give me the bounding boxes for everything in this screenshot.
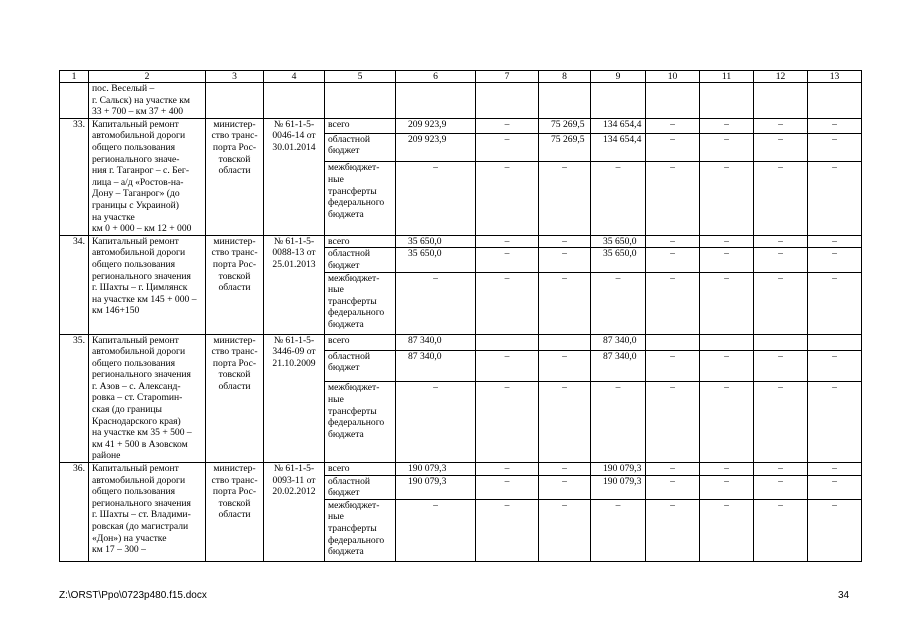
table-row: [60, 334, 862, 350]
amount-cell: –: [646, 235, 700, 248]
amount-cell: –: [754, 382, 808, 463]
amount-cell: –: [476, 350, 539, 381]
column-number-cell: 9: [591, 71, 646, 83]
empty-cell: [700, 83, 754, 119]
funding-source-cell: всего: [325, 118, 396, 133]
amount-cell: –: [754, 235, 808, 248]
amount-cell: –: [539, 475, 591, 499]
amount-cell: –: [476, 499, 539, 561]
column-number-cell: 13: [808, 71, 862, 83]
amount-cell: –: [396, 272, 476, 334]
amount-cell: 134 654,4: [591, 118, 646, 133]
amount-cell: 190 079,3: [591, 463, 646, 476]
amount-cell: –: [539, 248, 591, 272]
amount-cell: [539, 334, 591, 350]
row-number-cell: 35.: [60, 334, 89, 463]
amount-cell: –: [700, 499, 754, 561]
amount-cell: –: [539, 235, 591, 248]
amount-cell: –: [476, 133, 539, 162]
amount-cell: –: [808, 350, 862, 381]
amount-cell: 87 340,0: [396, 334, 476, 350]
amount-cell: –: [591, 499, 646, 561]
empty-cell: [539, 83, 591, 119]
empty-cell: [808, 83, 862, 119]
amount-cell: –: [808, 118, 862, 133]
amount-cell: –: [396, 162, 476, 235]
funding-source-cell: областной бюджет: [325, 133, 396, 162]
column-number-cell: 7: [476, 71, 539, 83]
amount-cell: –: [476, 475, 539, 499]
column-number-row: [60, 71, 862, 83]
amount-cell: –: [808, 382, 862, 463]
empty-cell: [476, 83, 539, 119]
customer-cell: министер- ство транс- порта Рос- товской области: [206, 235, 264, 334]
table-body: [60, 71, 862, 562]
funding-source-cell: межбюджет- ные трансферты федерального бюджета: [325, 382, 396, 463]
funding-source-cell: межбюджет- ные трансферты федерального бюджета: [325, 162, 396, 235]
column-number-cell: 4: [264, 71, 325, 83]
budget-table: [59, 70, 862, 562]
object-name-cell: пос. Веселый – г. Сальск) на участке км 33 + 700 – км 37 + 400: [89, 83, 206, 119]
amount-cell: –: [700, 475, 754, 499]
document-cell: № 61-1-5- 0093-11 от 20.02.2012: [264, 463, 325, 562]
amount-cell: –: [700, 133, 754, 162]
amount-cell: 87 340,0: [591, 334, 646, 350]
column-number-cell: 8: [539, 71, 591, 83]
amount-cell: 190 079,3: [591, 475, 646, 499]
amount-cell: –: [539, 382, 591, 463]
amount-cell: –: [646, 248, 700, 272]
amount-cell: –: [700, 350, 754, 381]
amount-cell: –: [476, 162, 539, 235]
amount-cell: –: [808, 162, 862, 235]
empty-cell: [754, 83, 808, 119]
amount-cell: –: [539, 272, 591, 334]
amount-cell: –: [754, 463, 808, 476]
amount-cell: 35 650,0: [591, 248, 646, 272]
amount-cell: –: [396, 499, 476, 561]
document-cell: № 61-1-5- 0046-14 от 30.01.2014: [264, 118, 325, 235]
funding-source-cell: всего: [325, 463, 396, 476]
amount-cell: 35 650,0: [396, 235, 476, 248]
amount-cell: [476, 334, 539, 350]
amount-cell: –: [646, 350, 700, 381]
amount-cell: –: [646, 272, 700, 334]
amount-cell: –: [476, 272, 539, 334]
document-cell: № 61-1-5- 0088-13 от 25.01.2013: [264, 235, 325, 334]
funding-source-cell: областной бюджет: [325, 248, 396, 272]
amount-cell: –: [539, 162, 591, 235]
amount-cell: –: [476, 118, 539, 133]
column-number-cell: 2: [89, 71, 206, 83]
amount-cell: –: [476, 235, 539, 248]
object-name-cell: Капитальный ремонт автомобильной дороги общего пользования регионального значе- ния г. Таганрог – с. Бег- лица – а/д «Ростов-на- Дону – Таганрог» (до границы с Украиной) на участке км 0 + 000 – км 12 + 000: [89, 118, 206, 235]
customer-cell: министер- ство транс- порта Рос- товской области: [206, 118, 264, 235]
column-number-cell: 5: [325, 71, 396, 83]
amount-cell: –: [591, 272, 646, 334]
column-number-cell: 1: [60, 71, 89, 83]
amount-cell: 190 079,3: [396, 463, 476, 476]
amount-cell: 87 340,0: [396, 350, 476, 381]
empty-cell: [264, 83, 325, 119]
amount-cell: –: [539, 463, 591, 476]
amount-cell: –: [754, 499, 808, 561]
amount-cell: 190 079,3: [396, 475, 476, 499]
customer-cell: министер- ство транс- порта Рос- товской области: [206, 463, 264, 562]
column-number-cell: 12: [754, 71, 808, 83]
object-name-cell: Капитальный ремонт автомобильной дороги общего пользования регионального значения г. Шахты – г. Цимлянск на участке км 145 + 000 – км 146+150: [89, 235, 206, 334]
amount-cell: –: [808, 235, 862, 248]
document-path: Z:\ORST\Ppo\0723p480.f15.docx: [59, 590, 207, 601]
document-cell: № 61-1-5- 3446-09 от 21.10.2009: [264, 334, 325, 463]
amount-cell: 75 269,5: [539, 133, 591, 162]
amount-cell: –: [700, 463, 754, 476]
amount-cell: –: [646, 499, 700, 561]
amount-cell: –: [754, 118, 808, 133]
amount-cell: –: [754, 272, 808, 334]
empty-cell: [591, 83, 646, 119]
amount-cell: –: [591, 382, 646, 463]
amount-cell: –: [476, 463, 539, 476]
amount-cell: –: [646, 463, 700, 476]
row-number-cell: 33.: [60, 118, 89, 235]
table-row: [60, 118, 862, 133]
amount-cell: –: [754, 350, 808, 381]
amount-cell: –: [539, 499, 591, 561]
empty-cell: [646, 83, 700, 119]
amount-cell: [700, 334, 754, 350]
amount-cell: [808, 334, 862, 350]
amount-cell: –: [700, 118, 754, 133]
amount-cell: 75 269,5: [539, 118, 591, 133]
amount-cell: –: [396, 382, 476, 463]
amount-cell: –: [700, 272, 754, 334]
amount-cell: [754, 334, 808, 350]
amount-cell: –: [808, 133, 862, 162]
amount-cell: –: [646, 475, 700, 499]
amount-cell: 35 650,0: [396, 248, 476, 272]
object-name-cell: Капитальный ремонт автомобильной дороги общего пользования регионального значения г. Азов – с. Александ- ровка – ст. Староmин- ская (до границы Краснодарского края) на участке км 35 + 500 – км 41 + 500 в Азовском районе: [89, 334, 206, 463]
empty-cell: [60, 83, 89, 119]
column-number-cell: 11: [700, 71, 754, 83]
amount-cell: –: [646, 133, 700, 162]
amount-cell: –: [700, 162, 754, 235]
row-number-cell: 34.: [60, 235, 89, 334]
amount-cell: –: [539, 350, 591, 381]
empty-cell: [206, 83, 264, 119]
table-row: [60, 235, 862, 248]
funding-source-cell: всего: [325, 334, 396, 350]
customer-cell: министер- ство транс- порта Рос- товской области: [206, 334, 264, 463]
amount-cell: 35 650,0: [591, 235, 646, 248]
amount-cell: –: [646, 162, 700, 235]
amount-cell: –: [700, 382, 754, 463]
row-number-cell: 36.: [60, 463, 89, 562]
amount-cell: –: [754, 162, 808, 235]
funding-source-cell: межбюджет- ные трансферты федерального бюджета: [325, 272, 396, 334]
column-number-cell: 3: [206, 71, 264, 83]
funding-source-cell: всего: [325, 235, 396, 248]
funding-source-cell: областной бюджет: [325, 475, 396, 499]
object-name-cell: Капитальный ремонт автомобильной дороги общего пользования регионального значения г. Шахты – ст. Владими- ровская (до магистрали «Дон») на участке км 17 – 300 –: [89, 463, 206, 562]
table-row: [60, 463, 862, 476]
amount-cell: [646, 334, 700, 350]
amount-cell: –: [808, 499, 862, 561]
amount-cell: –: [700, 248, 754, 272]
amount-cell: –: [476, 382, 539, 463]
funding-source-cell: областной бюджет: [325, 350, 396, 381]
column-number-cell: 10: [646, 71, 700, 83]
column-number-cell: 6: [396, 71, 476, 83]
amount-cell: –: [808, 272, 862, 334]
amount-cell: –: [808, 475, 862, 499]
empty-cell: [396, 83, 476, 119]
amount-cell: –: [754, 133, 808, 162]
amount-cell: 209 923,9: [396, 133, 476, 162]
amount-cell: –: [700, 235, 754, 248]
amount-cell: –: [754, 475, 808, 499]
funding-source-cell: межбюджет- ные трансферты федерального бюджета: [325, 499, 396, 561]
amount-cell: –: [808, 248, 862, 272]
amount-cell: –: [808, 463, 862, 476]
amount-cell: –: [591, 162, 646, 235]
empty-cell: [325, 83, 396, 119]
amount-cell: 134 654,4: [591, 133, 646, 162]
amount-cell: 209 923,9: [396, 118, 476, 133]
amount-cell: –: [476, 248, 539, 272]
amount-cell: –: [646, 382, 700, 463]
amount-cell: 87 340,0: [591, 350, 646, 381]
amount-cell: –: [646, 118, 700, 133]
amount-cell: –: [754, 248, 808, 272]
continuation-row: [60, 83, 862, 119]
page-number: 34: [838, 590, 850, 601]
